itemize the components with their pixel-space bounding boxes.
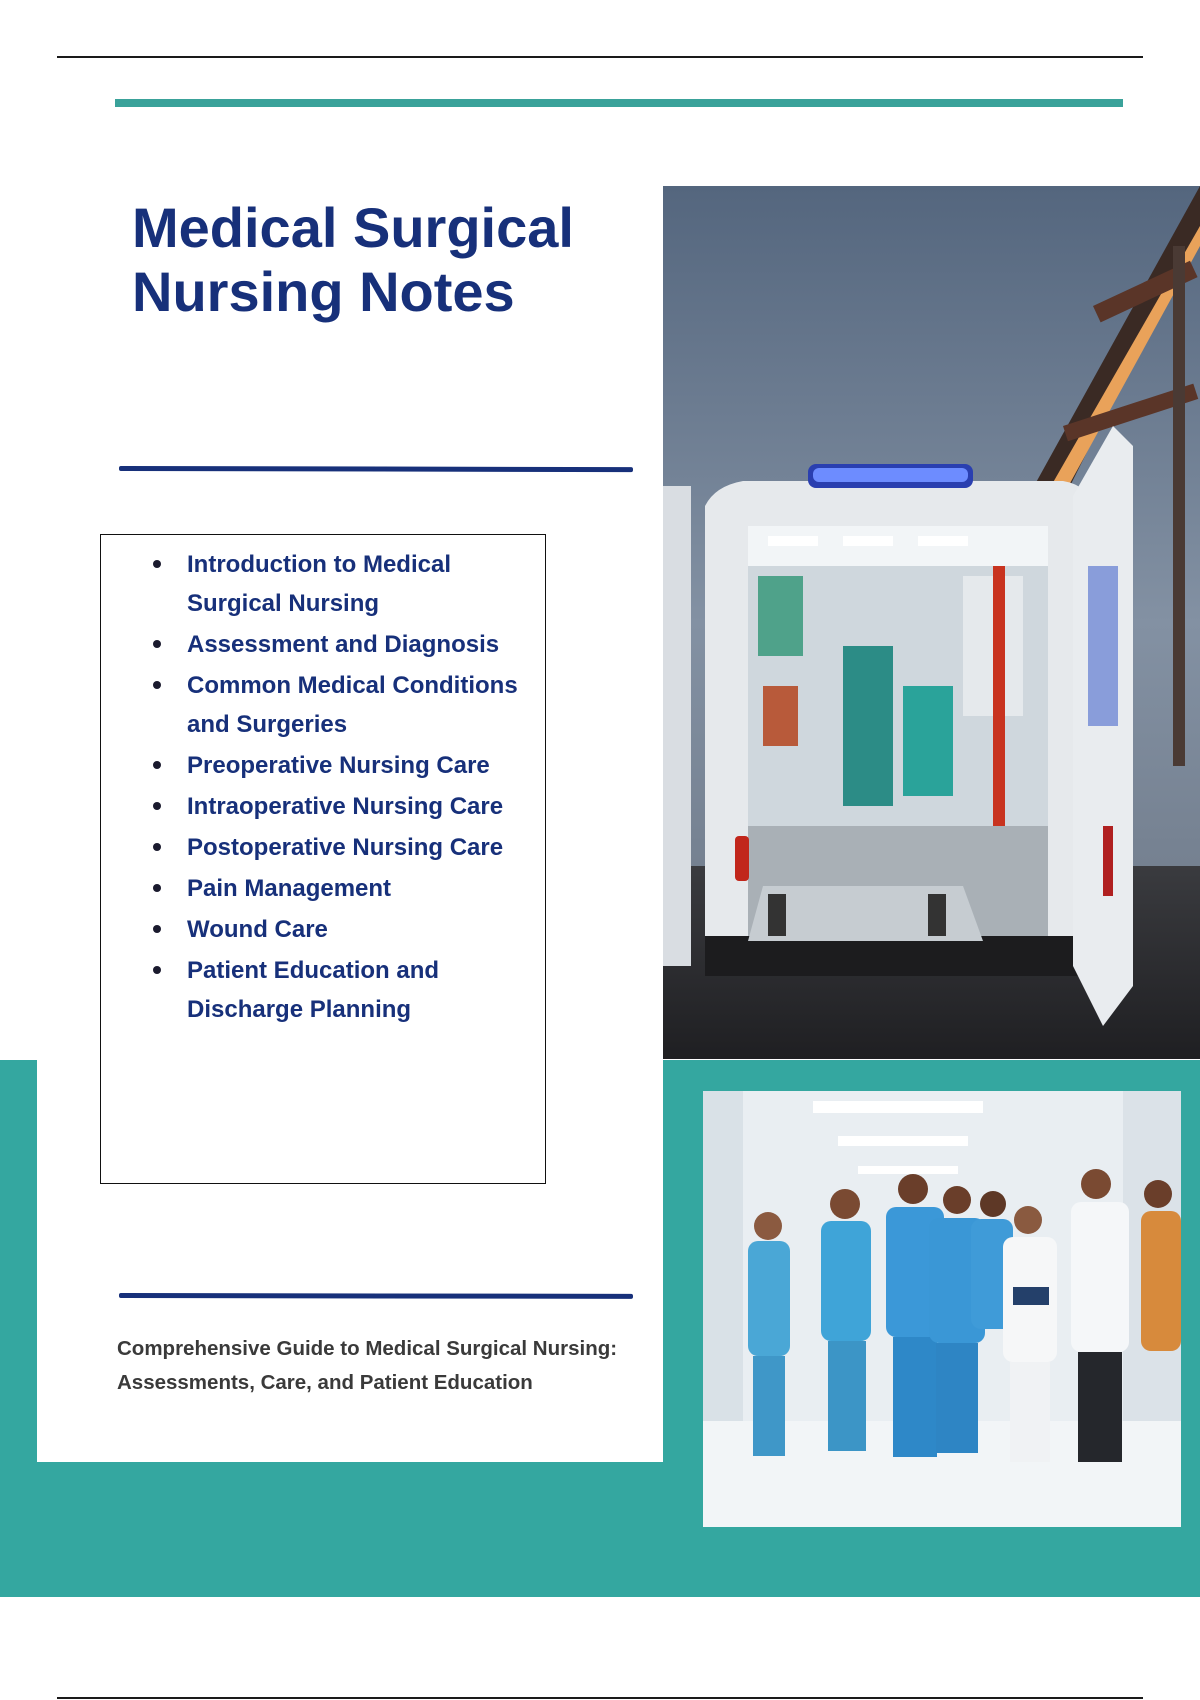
tagline-line-1: Comprehensive Guide to Medical Surgical Nursing: — [117, 1337, 618, 1360]
contents-item — [101, 666, 545, 744]
page-title — [132, 196, 632, 324]
bottom-rule — [57, 1697, 1143, 1699]
bullet-icon — [153, 640, 161, 648]
bullet-icon — [153, 681, 161, 689]
bullet-icon — [153, 761, 161, 769]
contents-list — [101, 535, 545, 1029]
contents-item-label: Postoperative Nursing Care — [187, 834, 504, 861]
tagline — [117, 1332, 677, 1400]
contents-item — [101, 625, 545, 664]
contents-box — [100, 534, 546, 1184]
contents-item-label: Intraoperative Nursing Care — [187, 793, 504, 820]
contents-item — [101, 787, 545, 826]
bullet-icon — [153, 802, 161, 810]
contents-item — [101, 746, 545, 785]
teal-accent-bar — [115, 99, 1123, 107]
top-rule — [57, 56, 1143, 58]
contents-item — [101, 828, 545, 867]
title-line-2: Nursing Notes — [132, 260, 515, 323]
contents-item-label: Common Medical Conditions and Surgeries — [187, 672, 518, 738]
contents-item — [101, 869, 545, 908]
tagline-line-2: Assessments, Care, and Patient Education — [117, 1371, 533, 1394]
contents-item-label: Wound Care — [187, 916, 328, 943]
bullet-icon — [153, 843, 161, 851]
staff-illustration — [703, 1091, 1181, 1527]
title-divider — [119, 466, 633, 472]
contents-item — [101, 545, 545, 623]
bullet-icon — [153, 560, 161, 568]
bullet-icon — [153, 884, 161, 892]
contents-item-label: Preoperative Nursing Care — [187, 752, 490, 779]
contents-item — [101, 951, 545, 1029]
ambulance-illustration — [663, 186, 1200, 1059]
contents-item-label: Patient Education and Discharge Planning — [187, 957, 440, 1023]
ambulance-photo — [663, 186, 1200, 1059]
bullet-icon — [153, 966, 161, 974]
title-line-1: Medical Surgical — [132, 196, 574, 259]
contents-item-label: Pain Management — [187, 875, 392, 902]
contents-item-label: Introduction to Medical Surgical Nursing — [187, 551, 451, 617]
contents-item — [101, 910, 545, 949]
tagline-divider — [119, 1293, 633, 1299]
bullet-icon — [153, 925, 161, 933]
contents-item-label: Assessment and Diagnosis — [187, 631, 500, 658]
staff-photo — [703, 1091, 1181, 1527]
